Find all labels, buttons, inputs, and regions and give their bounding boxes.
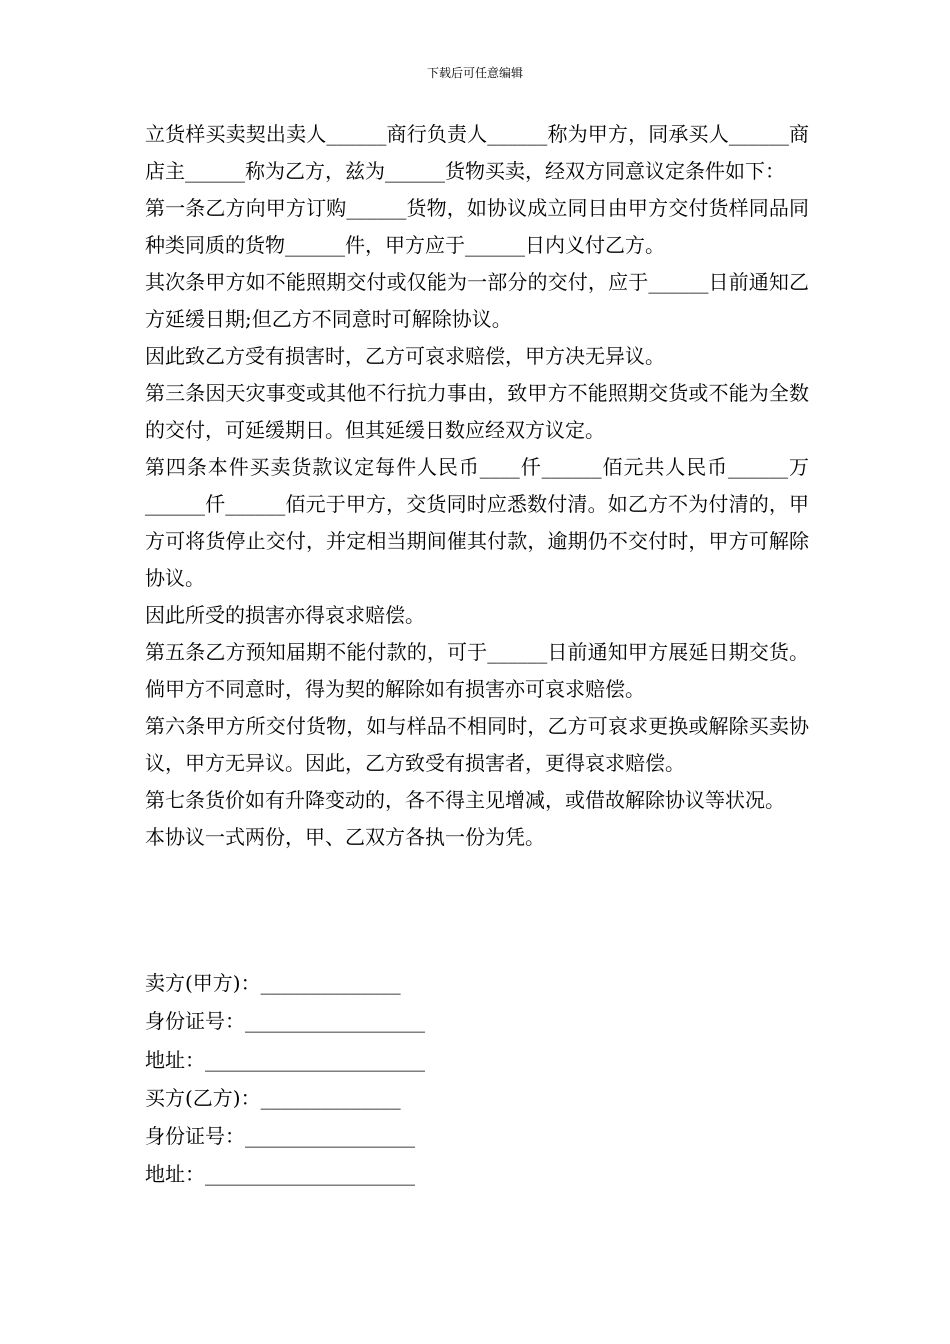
seller-field[interactable]: 卖方(甲方)：______________ bbox=[145, 971, 401, 995]
paragraph-article-2-note: 因此致乙方受有损害时，乙方可哀求赔偿，甲方决无异议。 bbox=[145, 344, 665, 368]
buyer-address-field[interactable]: 地址：_____________________ bbox=[145, 1162, 415, 1187]
paragraph-article-4-note: 因此所受的损害亦得哀求赔偿。 bbox=[145, 603, 425, 627]
paragraph-article-2: 其次条甲方如不能照期交付或仅能为一部分的交付，应于______日前通知乙方延缓日期;但乙方不同意时可解除协议。 bbox=[145, 270, 809, 331]
seller-address-field[interactable]: 地址：______________________ bbox=[145, 1047, 425, 1072]
seller-id-field[interactable]: 身份证号：__________________ bbox=[145, 1009, 425, 1034]
paragraph-article-5: 第五条乙方预知届期不能付款的，可于______日前通知甲方展延日期交货。倘甲方不同意时，得为契的解除如有损害亦可哀求赔偿。 bbox=[145, 640, 809, 701]
paragraph-article-6: 第六条甲方所交付货物，如与样品不相同时，乙方可哀求更换或解除买卖协议，甲方无异议。因此，乙方致受有损害者，更得哀求赔偿。 bbox=[145, 714, 809, 775]
paragraph-copies: 本协议一式两份，甲、乙双方各执一份为凭。 bbox=[145, 825, 545, 849]
signature-block bbox=[145, 968, 805, 1198]
paragraph-article-1: 第一条乙方向甲方订购______货物，如协议成立同日由甲方交付货样同品同种类同质的货物______件，甲方应于______日内义付乙方。 bbox=[145, 196, 809, 257]
header-note: 下载后可任意编辑 bbox=[426, 66, 523, 80]
paragraph-article-7: 第七条货价如有升降变动的，各不得主见增减，或借故解除协议等状况。 bbox=[145, 788, 785, 812]
paragraph-article-4: 第四条本件买卖货款议定每件人民币____仟______佰元共人民币______万______仟______佰元于甲方，交货同时应悉数付清。如乙方不为付清的，甲方可将货停止交付，并定相当期间催其付款，逾期仍不交付时，甲方可解除协议。 bbox=[145, 455, 809, 590]
buyer-field[interactable]: 买方(乙方)：______________ bbox=[145, 1085, 401, 1110]
contract-body bbox=[145, 116, 809, 856]
buyer-id-field[interactable]: 身份证号：_________________ bbox=[145, 1124, 415, 1149]
paragraph-intro: 立货样买卖契出卖人______商行负责人______称为甲方，同承买人______商店主______称为乙方，兹为______货物买卖，经双方同意议定条件如下： bbox=[145, 122, 809, 183]
paragraph-article-3: 第三条因天灾事变或其他不行抗力事由，致甲方不能照期交货或不能为全数的交付，可延缓期日。但其延缓日数应经双方议定。 bbox=[145, 381, 809, 442]
